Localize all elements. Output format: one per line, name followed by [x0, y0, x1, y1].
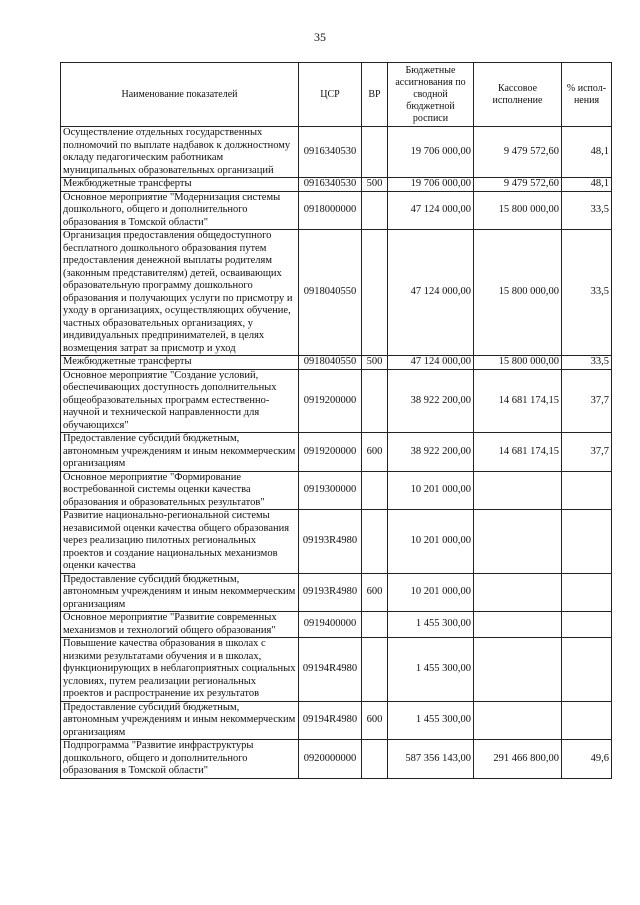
- row-budget: 587 356 143,00: [388, 740, 474, 779]
- row-budget: 47 124 000,00: [388, 356, 474, 370]
- row-vr: [362, 369, 388, 433]
- header-vr: ВР: [362, 63, 388, 127]
- row-cash: 9 479 572,60: [474, 178, 562, 192]
- row-cash: 9 479 572,60: [474, 127, 562, 178]
- row-vr: [362, 740, 388, 779]
- row-cash: [474, 612, 562, 638]
- row-percent: [562, 638, 612, 702]
- row-csr: 0918000000: [299, 191, 362, 230]
- row-percent: 48,1: [562, 127, 612, 178]
- row-percent: [562, 612, 612, 638]
- row-name: Предоставление субсидий бюджетным, автономным учреждениям и иным некоммерческим организациям: [61, 701, 299, 740]
- row-cash: [474, 638, 562, 702]
- row-name: Развитие национально-региональной системы независимой оценки качества общего образования через реализацию пилотных региональных проектов и создание национальных механизмов оценки качества: [61, 510, 299, 574]
- header-csr: ЦСР: [299, 63, 362, 127]
- row-percent: 33,5: [562, 191, 612, 230]
- header-cash: Кассовое исполнение: [474, 63, 562, 127]
- row-csr: 09193R4980: [299, 573, 362, 612]
- row-percent: [562, 701, 612, 740]
- row-budget: 38 922 200,00: [388, 433, 474, 472]
- row-csr: 0918040550: [299, 230, 362, 356]
- row-name: Межбюджетные трансферты: [61, 178, 299, 192]
- row-name: Предоставление субсидий бюджетным, автономным учреждениям и иным некоммерческим организациям: [61, 573, 299, 612]
- row-budget: 1 455 300,00: [388, 612, 474, 638]
- row-name: Межбюджетные трансферты: [61, 356, 299, 370]
- row-vr: 600: [362, 433, 388, 472]
- row-budget: 47 124 000,00: [388, 230, 474, 356]
- row-percent: 37,7: [562, 369, 612, 433]
- row-budget: 1 455 300,00: [388, 638, 474, 702]
- row-csr: 0919200000: [299, 433, 362, 472]
- row-percent: 33,5: [562, 230, 612, 356]
- row-cash: [474, 471, 562, 510]
- row-csr: 0919200000: [299, 369, 362, 433]
- row-cash: 15 800 000,00: [474, 191, 562, 230]
- table-row: [61, 178, 612, 192]
- page-number: 35: [314, 30, 326, 44]
- row-vr: 600: [362, 701, 388, 740]
- budget-execution-table: [60, 62, 612, 779]
- row-vr: 600: [362, 573, 388, 612]
- row-budget: 19 706 000,00: [388, 127, 474, 178]
- table-row: [61, 433, 612, 472]
- table-row: [61, 638, 612, 702]
- row-percent: [562, 573, 612, 612]
- row-name: Основное мероприятие "Формирование востребованной системы оценки качества образования и образовательных результатов": [61, 471, 299, 510]
- row-cash: [474, 701, 562, 740]
- row-budget: 38 922 200,00: [388, 369, 474, 433]
- row-vr: [362, 471, 388, 510]
- row-percent: 33,5: [562, 356, 612, 370]
- row-cash: 15 800 000,00: [474, 356, 562, 370]
- row-vr: [362, 191, 388, 230]
- row-cash: 14 681 174,15: [474, 369, 562, 433]
- row-budget: 19 706 000,00: [388, 178, 474, 192]
- row-vr: [362, 230, 388, 356]
- table-row: [61, 740, 612, 779]
- row-budget: 10 201 000,00: [388, 510, 474, 574]
- table-row: [61, 369, 612, 433]
- row-cash: 291 466 800,00: [474, 740, 562, 779]
- row-csr: 09194R4980: [299, 638, 362, 702]
- table-row: [61, 191, 612, 230]
- row-csr: 09193R4980: [299, 510, 362, 574]
- row-csr: 0919300000: [299, 471, 362, 510]
- row-vr: [362, 612, 388, 638]
- header-percent: % испол-нения: [562, 63, 612, 127]
- row-budget: 10 201 000,00: [388, 471, 474, 510]
- row-vr: 500: [362, 178, 388, 192]
- row-name: Основное мероприятие "Развитие современных механизмов и технологий общего образования": [61, 612, 299, 638]
- row-budget: 47 124 000,00: [388, 191, 474, 230]
- table-row: [61, 471, 612, 510]
- header-name: Наименование показателей: [61, 63, 299, 127]
- row-budget: 1 455 300,00: [388, 701, 474, 740]
- row-percent: 48,1: [562, 178, 612, 192]
- table-row: [61, 230, 612, 356]
- row-name: Повышение качества образования в школах с низкими результатами обучения и в школах, функционирующих в неблагоприятных социальных условиях, путем реализации региональных проектов и распространение их результатов: [61, 638, 299, 702]
- header-budget: Бюджетные ассигнования по сводной бюджетной росписи: [388, 63, 474, 127]
- row-cash: 15 800 000,00: [474, 230, 562, 356]
- row-csr: 0916340530: [299, 127, 362, 178]
- table-header-row: [61, 63, 612, 127]
- row-percent: 37,7: [562, 433, 612, 472]
- table-row: [61, 573, 612, 612]
- row-csr: 09194R4980: [299, 701, 362, 740]
- row-csr: 0918040550: [299, 356, 362, 370]
- row-name: Организация предоставления общедоступного бесплатного дошкольного образования путем предоставления денежной выплаты родителям (законным представителям) детей, осваивающих образовательную программу дошкольного образования и получающих услуги по присмотру и уходу в организациях, осуществляющих обучение, частных образовательных организациях, у индивидуальных предпринимателей, в целях возмещения затрат за присмотр и уход: [61, 230, 299, 356]
- table-row: [61, 356, 612, 370]
- row-cash: [474, 510, 562, 574]
- row-budget: 10 201 000,00: [388, 573, 474, 612]
- row-name: Подпрограмма "Развитие инфраструктуры дошкольного, общего и дополнительного образования в Томской области": [61, 740, 299, 779]
- row-csr: 0919400000: [299, 612, 362, 638]
- row-name: Осуществление отдельных государственных полномочий по выплате надбавок к должностному окладу педагогическим работникам муниципальных образовательных организаций: [61, 127, 299, 178]
- row-vr: [362, 127, 388, 178]
- table-row: [61, 510, 612, 574]
- row-cash: 14 681 174,15: [474, 433, 562, 472]
- row-percent: [562, 471, 612, 510]
- table-row: [61, 701, 612, 740]
- row-percent: 49,6: [562, 740, 612, 779]
- row-csr: 0916340530: [299, 178, 362, 192]
- row-vr: 500: [362, 356, 388, 370]
- row-percent: [562, 510, 612, 574]
- row-vr: [362, 638, 388, 702]
- row-vr: [362, 510, 388, 574]
- row-name: Основное мероприятие "Модернизация системы дошкольного, общего и дополнительного образования в Томской области": [61, 191, 299, 230]
- row-csr: 0920000000: [299, 740, 362, 779]
- row-cash: [474, 573, 562, 612]
- row-name: Основное мероприятие "Создание условий, обеспечивающих доступность дополнительных общеобразовательных программ естественно-научной и технической направленности для обучающихся": [61, 369, 299, 433]
- row-name: Предоставление субсидий бюджетным, автономным учреждениям и иным некоммерческим организациям: [61, 433, 299, 472]
- table-row: [61, 127, 612, 178]
- table-row: [61, 612, 612, 638]
